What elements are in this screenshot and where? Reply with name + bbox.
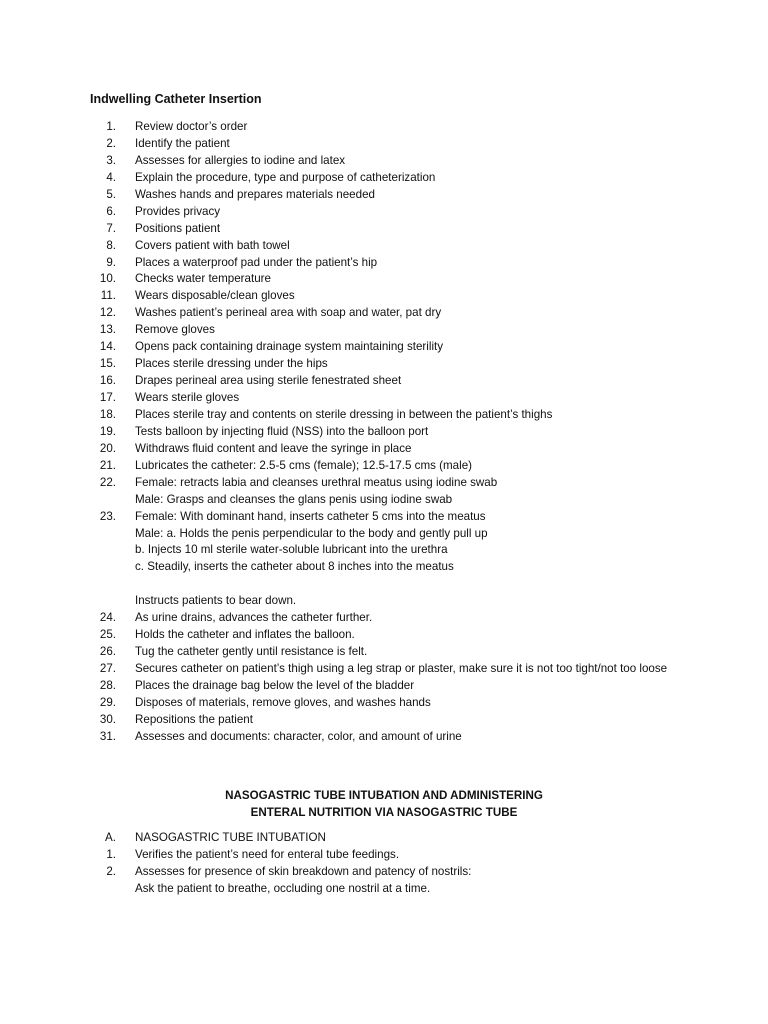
list-item — [90, 305, 730, 322]
item-text: Places sterile dressing under the hips — [135, 357, 328, 371]
list-item — [90, 492, 730, 509]
item-text: Drapes perineal area using sterile fenestrated sheet — [135, 374, 402, 388]
item-number: A. — [105, 831, 116, 844]
item-number: 12. — [99, 306, 116, 320]
list-item — [90, 373, 730, 390]
item-text: Places the drainage bag below the level of the bladder — [135, 678, 415, 692]
list-item — [90, 610, 730, 627]
item-number: 2. — [106, 136, 116, 150]
section-heading-line-1: NASOGASTRIC TUBE INTUBATION AND ADMINISTERING — [225, 789, 543, 802]
item-text: Covers patient with bath towel — [135, 238, 290, 252]
list-item — [90, 238, 730, 255]
list-item — [90, 627, 730, 644]
item-text: Opens pack containing drainage system maintaining sterility — [135, 340, 444, 354]
list-item — [90, 576, 730, 593]
list-item — [90, 881, 730, 898]
item-text: Lubricates the catheter: 2.5-5 cms (female); 12.5-17.5 cms (male) — [135, 458, 472, 472]
item-number: 5. — [106, 187, 116, 201]
list-item — [90, 593, 730, 610]
item-number: 25. — [99, 628, 116, 642]
item-number: 28. — [99, 678, 116, 692]
item-number: 21. — [99, 458, 116, 472]
list-item — [90, 864, 730, 881]
item-number: 29. — [99, 695, 116, 709]
item-text: Female: With dominant hand, inserts catheter 5 cms into the meatus — [135, 509, 486, 523]
item-number: 6. — [106, 204, 116, 218]
list-item — [90, 407, 730, 424]
item-text: NASOGASTRIC TUBE INTUBATION — [135, 831, 326, 844]
list-item — [90, 559, 730, 576]
list-item — [90, 847, 730, 864]
item-number: 10. — [99, 272, 116, 286]
list-item — [90, 441, 730, 458]
list-item — [90, 644, 730, 661]
item-text: Tug the catheter gently until resistance is felt. — [135, 645, 368, 659]
list-item — [90, 187, 730, 204]
item-number: 9. — [106, 255, 116, 269]
item-number: 4. — [106, 170, 116, 184]
item-text: Repositions the patient — [135, 712, 253, 726]
item-text: Ask the patient to breathe, occluding one nostril at a time. — [135, 881, 431, 895]
ng-tube-steps-list — [90, 830, 730, 898]
list-item — [90, 136, 730, 153]
section-heading-line-2: ENTERAL NUTRITION VIA NASOGASTRIC TUBE — [250, 806, 518, 819]
list-item — [90, 153, 730, 170]
item-text: c. Steadily, inserts the catheter about 8 inches into the meatus — [135, 560, 454, 574]
item-number: 1. — [106, 847, 116, 861]
list-item — [90, 119, 730, 136]
list-item — [90, 475, 730, 492]
item-text: Checks water temperature — [135, 272, 271, 286]
item-text: Instructs patients to bear down. — [135, 594, 297, 608]
item-text: Female: retracts labia and cleanses urethral meatus using iodine swab — [135, 475, 498, 489]
item-number: 27. — [99, 662, 116, 675]
item-number: 15. — [99, 357, 116, 371]
list-item — [90, 204, 730, 221]
list-item — [90, 509, 730, 526]
item-number: 7. — [106, 221, 116, 235]
list-item — [90, 288, 730, 305]
list-item — [90, 221, 730, 238]
list-item — [90, 356, 730, 373]
item-number: 26. — [99, 645, 116, 659]
item-number: 18. — [99, 407, 116, 421]
list-item — [90, 339, 730, 356]
item-text: Holds the catheter and inflates the balloon. — [135, 628, 355, 642]
item-text: Assesses and documents: character, color, and amount of urine — [135, 729, 462, 743]
list-item — [90, 712, 730, 729]
item-text: Washes patient’s perineal area with soap and water, pat dry — [135, 306, 442, 320]
item-number: 13. — [99, 323, 116, 337]
item-text: Wears disposable/clean gloves — [135, 289, 295, 303]
item-number: 19. — [99, 424, 116, 438]
list-item — [90, 255, 730, 272]
item-text: Identify the patient — [135, 136, 230, 150]
item-number: 30. — [99, 712, 116, 726]
item-text: As urine drains, advances the catheter further. — [135, 611, 373, 625]
item-text: Positions patient — [135, 221, 221, 235]
item-text: Disposes of materials, remove gloves, and washes hands — [135, 695, 431, 709]
item-text: Tests balloon by injecting fluid (NSS) into the balloon port — [135, 424, 429, 438]
item-number: 11. — [100, 289, 116, 303]
item-number: 2. — [106, 864, 116, 878]
item-text: Washes hands and prepares materials needed — [135, 187, 375, 201]
item-number: 17. — [99, 391, 116, 404]
item-text: Remove gloves — [135, 323, 215, 337]
item-number: 24. — [99, 611, 116, 625]
list-item — [90, 271, 730, 288]
item-text: Withdraws fluid content and leave the syringe in place — [135, 441, 412, 455]
item-number: 14. — [99, 340, 116, 354]
list-item — [90, 661, 730, 678]
list-item — [90, 424, 730, 441]
list-item — [90, 322, 730, 339]
item-text: Male: Grasps and cleanses the glans penis using iodine swab — [135, 492, 453, 506]
item-number: 1. — [106, 120, 116, 133]
item-text: Assesses for allergies to iodine and latex — [135, 153, 346, 167]
list-item — [90, 458, 730, 475]
catheter-steps-list — [90, 119, 730, 746]
item-text: Places sterile tray and contents on sterile dressing in between the patient’s thighs — [135, 407, 553, 421]
item-text: Wears sterile gloves — [135, 391, 240, 404]
item-text: b. Injects 10 ml sterile water-soluble lubricant into the urethra — [135, 543, 448, 557]
item-text: Secures catheter on patient’s thigh using a leg strap or plaster, make sure it is not too tight/not too loose — [135, 662, 668, 675]
item-number: 31. — [99, 729, 116, 743]
list-item — [90, 170, 730, 187]
item-text: Male: a. Holds the penis perpendicular to the body and gently pull up — [135, 526, 488, 540]
item-text: Explain the procedure, type and purpose of catheterization — [135, 170, 436, 184]
list-item — [90, 678, 730, 695]
item-number: 22. — [99, 475, 116, 489]
list-item — [90, 526, 730, 543]
section-title: Indwelling Catheter Insertion — [90, 92, 262, 106]
item-text: Provides privacy — [135, 204, 221, 218]
item-text: Review doctor’s order — [135, 120, 248, 133]
item-number: 23. — [99, 509, 116, 523]
item-number: 3. — [106, 153, 116, 167]
list-item — [90, 830, 730, 847]
item-text: Places a waterproof pad under the patient’s hip — [135, 255, 378, 269]
item-text: Assesses for presence of skin breakdown and patency of nostrils: — [135, 864, 472, 878]
item-number: 16. — [99, 374, 116, 388]
item-text: Verifies the patient’s need for enteral tube feedings. — [135, 847, 400, 861]
list-item — [90, 695, 730, 712]
list-item — [90, 390, 730, 407]
item-number: 20. — [99, 441, 116, 455]
list-item — [90, 729, 730, 746]
list-item — [90, 542, 730, 559]
item-number: 8. — [106, 238, 116, 252]
